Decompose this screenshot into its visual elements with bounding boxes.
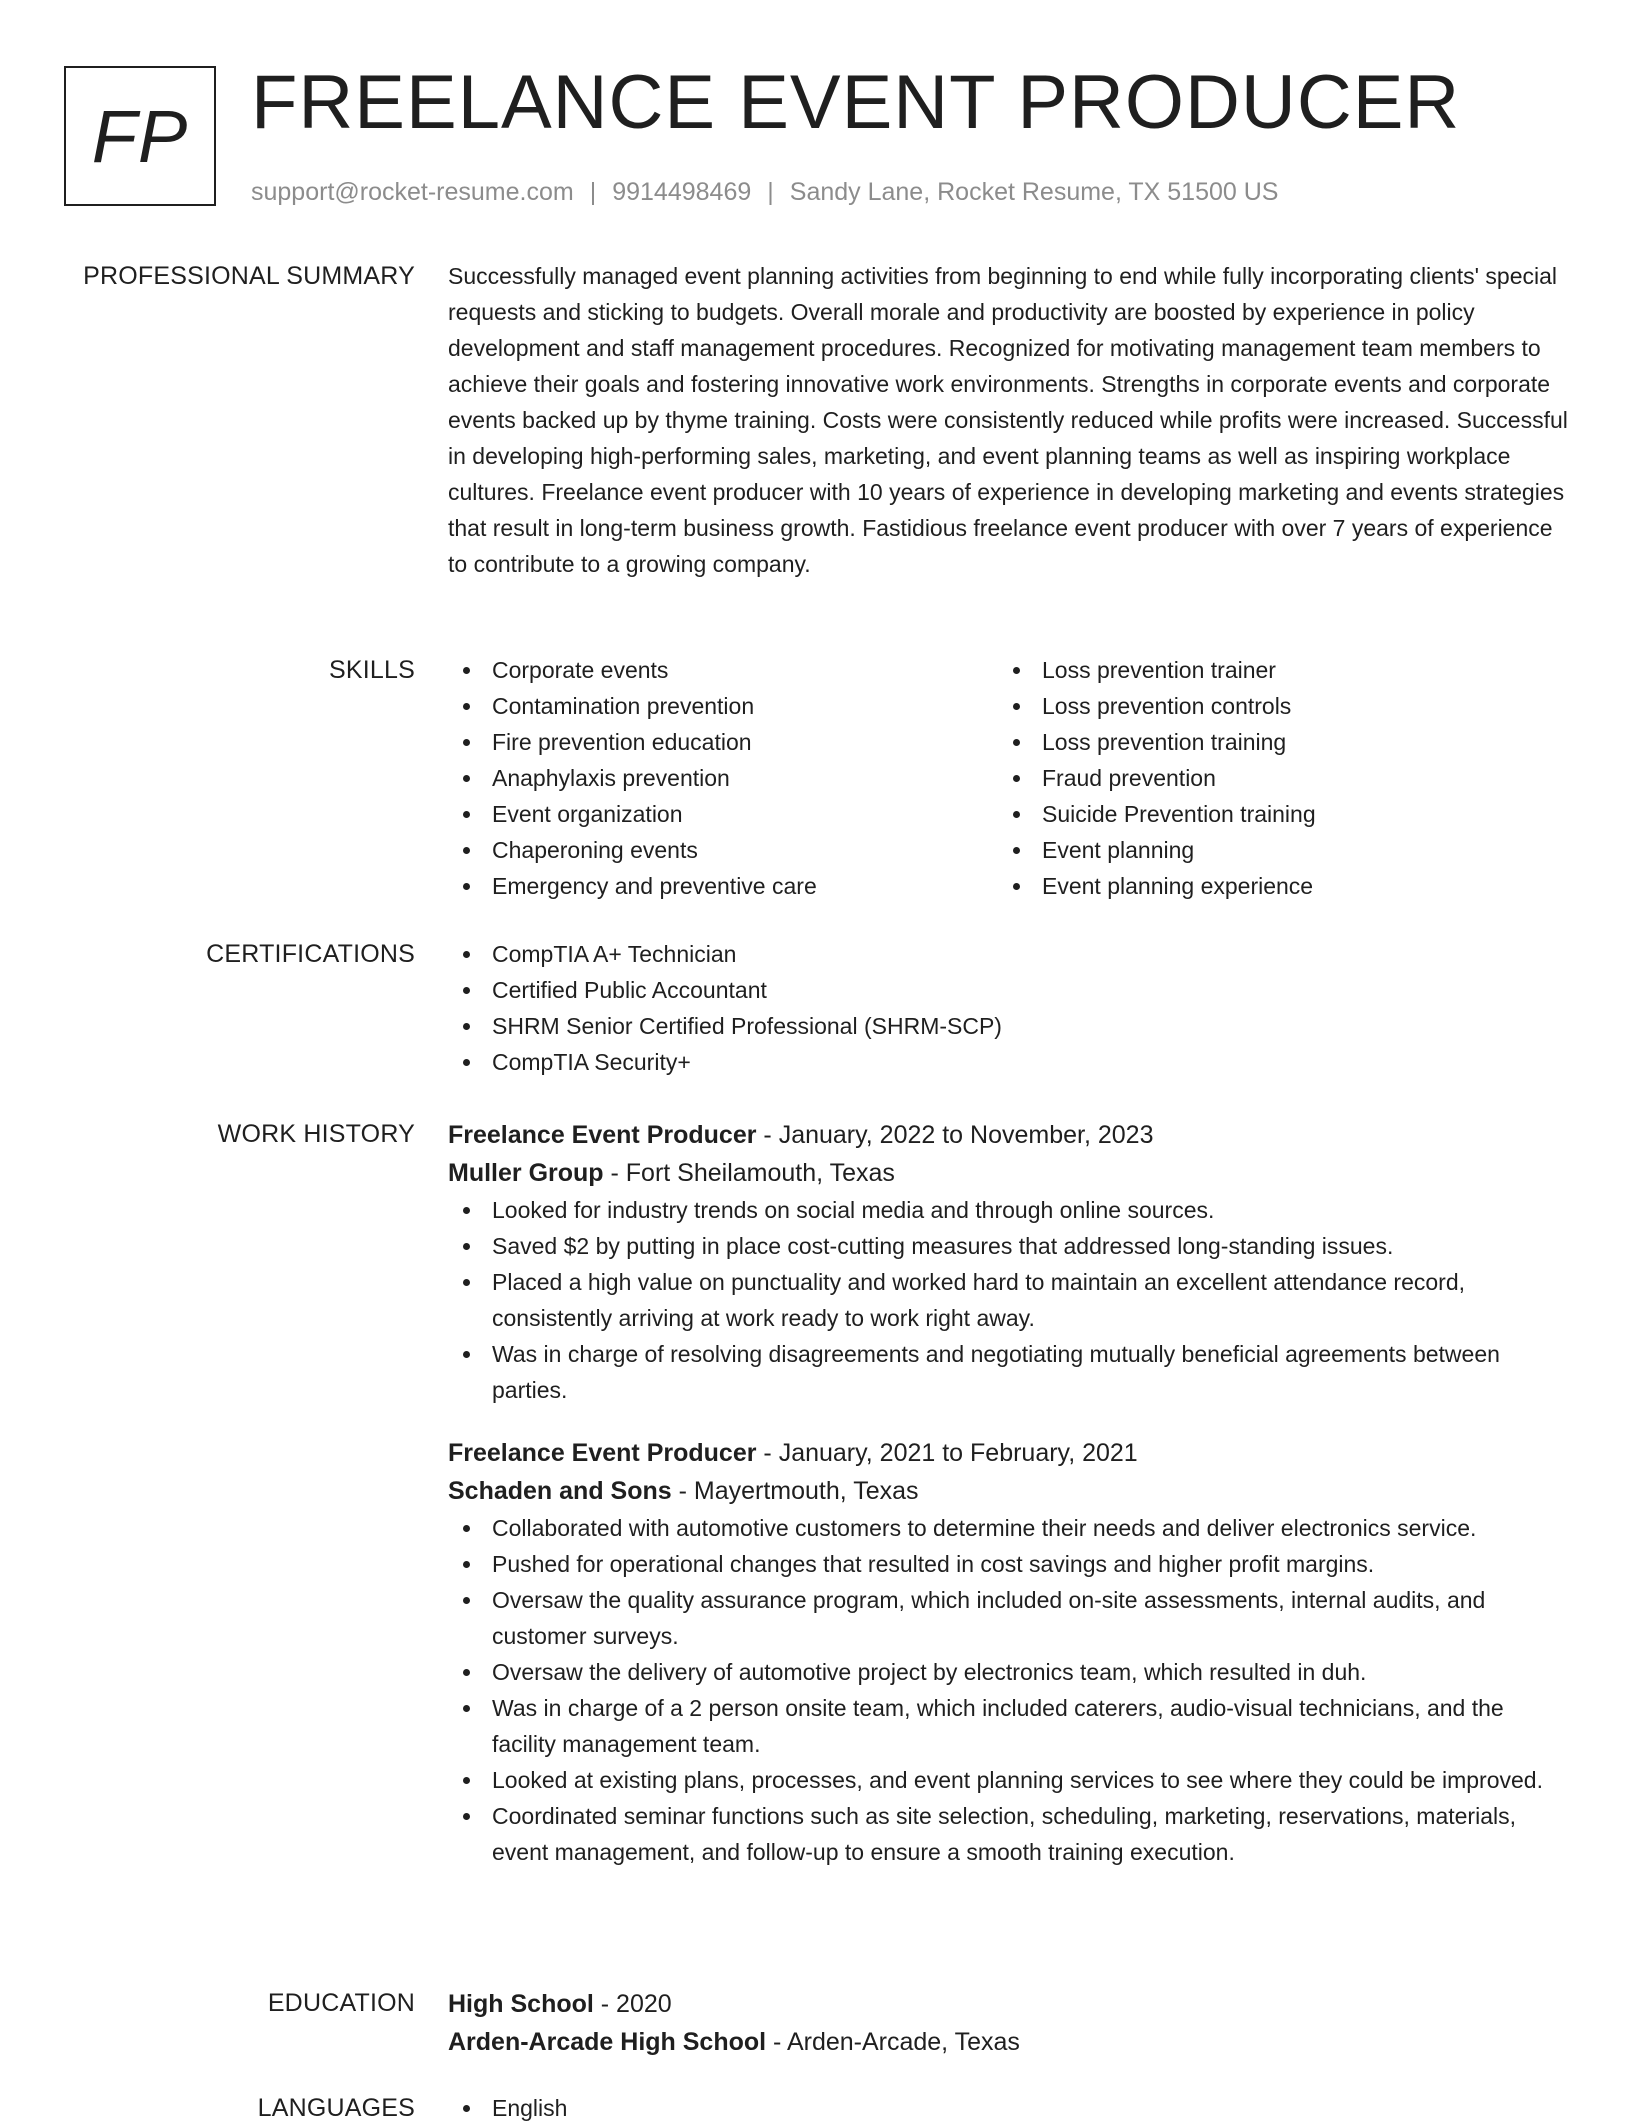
contact-separator: | [767, 178, 774, 206]
certifications-list [448, 936, 1568, 1080]
contact-address: Sandy Lane, Rocket Resume, TX 51500 US [789, 178, 1279, 206]
job-bullet: Was in charge of resolving disagreements and negotiating mutually beneficial agreements between parties. [448, 1336, 1568, 1408]
section-label-certifications: CERTIFICATIONS [206, 940, 415, 968]
skill-item: Fire prevention education [448, 724, 998, 760]
job-dates: January, 2021 to February, 2021 [778, 1439, 1138, 1467]
job-bullets [448, 1192, 1568, 1408]
work-body [448, 1116, 1568, 1870]
dash: - [603, 1159, 626, 1187]
job-bullet: Saved $2 by putting in place cost-cutting measures that addressed long-standing issues. [448, 1228, 1568, 1264]
job-bullet: Looked at existing plans, processes, and event planning services to see where they could be improved. [448, 1762, 1568, 1798]
summary-text: Successfully managed event planning activities from beginning to end while fully incorporating clients' special requests and sticking to budgets. Overall morale and productivity are boosted by experience in policy development and staff management procedures. Recognized for motivating management team members to achieve their goals and fostering innovative work environments. Strengths in corporate events and corporate events backed up by thyme training. Costs were consistently reduced while profits were increased. Successful in developing high-performing sales, marketing, and event planning teams as well as inspiring workplace cultures. Freelance event producer with 10 years of experience in developing marketing and events strategies that result in long-term business growth. Fastidious freelance event producer with over 7 years of experience to contribute to a growing company. [448, 263, 1568, 577]
job-bullets [448, 1510, 1568, 1870]
skill-item: Fraud prevention [998, 760, 1548, 796]
languages-list [448, 2090, 1568, 2126]
skill-item: Suicide Prevention training [998, 796, 1548, 832]
skill-item: Anaphylaxis prevention [448, 760, 998, 796]
job-location: Fort Sheilamouth, Texas [625, 1159, 895, 1187]
summary-body [448, 258, 1568, 582]
dash: - [671, 1477, 694, 1505]
dash: - [756, 1439, 779, 1467]
education-location: Arden-Arcade, Texas [786, 2028, 1020, 2056]
skill-item: Event organization [448, 796, 998, 832]
section-label-education: EDUCATION [267, 1989, 415, 2017]
job-bullet: Looked for industry trends on social media and through online sources. [448, 1192, 1568, 1228]
skill-item: Contamination prevention [448, 688, 998, 724]
monogram-initials: FP [91, 94, 189, 178]
dash: - [593, 1990, 617, 2018]
job-location: Mayertmouth, Texas [693, 1477, 919, 1505]
certification-item: Certified Public Accountant [448, 972, 1568, 1008]
education-school: Arden-Arcade High School [448, 2028, 767, 2056]
skill-item: Corporate events [448, 652, 998, 688]
job-bullet: Was in charge of a 2 person onsite team, which included caterers, audio-visual technicians, and the facility management team. [448, 1690, 1568, 1762]
candidate-name: FREELANCE EVENT PRODUCER [251, 60, 1461, 145]
skill-item: Event planning experience [998, 868, 1548, 904]
dash: - [756, 1121, 779, 1149]
dash: - [766, 2028, 787, 2056]
job-bullet: Placed a high value on punctuality and worked hard to maintain an excellent attendance record, consistently arriving at work ready to work right away. [448, 1264, 1568, 1336]
job-company: Muller Group [448, 1159, 604, 1187]
skill-item: Event planning [998, 832, 1548, 868]
section-label-work: WORK HISTORY [217, 1120, 415, 1148]
skills-list-left [448, 652, 998, 904]
job-title-line [448, 1434, 1568, 1472]
certifications-body [448, 936, 1568, 1080]
contact-separator: | [589, 178, 597, 206]
job-bullet: Collaborated with automotive customers to determine their needs and deliver electronics service. [448, 1510, 1568, 1546]
skill-item: Loss prevention controls [998, 688, 1548, 724]
certification-item: CompTIA A+ Technician [448, 936, 1568, 972]
job-entry [448, 1434, 1568, 1870]
skills-list-right [998, 652, 1548, 904]
skill-item: Chaperoning events [448, 832, 998, 868]
job-bullet: Coordinated seminar functions such as site selection, scheduling, marketing, reservations, materials, event management, and follow-up to ensure a smooth training execution. [448, 1798, 1568, 1870]
contact-phone[interactable]: 9914498469 [612, 178, 752, 206]
certification-item: CompTIA Security+ [448, 1044, 1568, 1080]
skills-body [448, 652, 1568, 904]
skill-item: Loss prevention trainer [998, 652, 1548, 688]
education-body [448, 1985, 1568, 2061]
education-year: 2020 [616, 1990, 672, 2018]
job-dates: January, 2022 to November, 2023 [778, 1121, 1154, 1149]
languages-body [448, 2090, 1568, 2126]
skill-item: Loss prevention training [998, 724, 1548, 760]
education-degree-line [448, 1985, 1568, 2023]
language-item: English [448, 2090, 1568, 2126]
contact-email[interactable]: support@rocket-resume.com [251, 178, 574, 206]
job-company-line [448, 1472, 1568, 1510]
job-bullet: Pushed for operational changes that resulted in cost savings and higher profit margins. [448, 1546, 1568, 1582]
education-degree: High School [448, 1990, 594, 2018]
skill-item: Emergency and preventive care [448, 868, 998, 904]
job-company: Schaden and Sons [448, 1477, 672, 1505]
certification-item: SHRM Senior Certified Professional (SHRM-SCP) [448, 1008, 1568, 1044]
education-school-line [448, 2023, 1568, 2061]
job-title: Freelance Event Producer [448, 1121, 757, 1149]
job-company-line [448, 1154, 1568, 1192]
job-bullet: Oversaw the delivery of automotive project by electronics team, which resulted in duh. [448, 1654, 1568, 1690]
section-label-summary: PROFESSIONAL SUMMARY [83, 262, 415, 290]
section-label-languages: LANGUAGES [257, 2094, 415, 2122]
job-title-line [448, 1116, 1568, 1154]
job-bullet: Oversaw the quality assurance program, which included on-site assessments, internal audits, and customer surveys. [448, 1582, 1568, 1654]
monogram-box [64, 66, 216, 206]
contact-line [251, 175, 1278, 209]
job-entry [448, 1116, 1568, 1408]
section-label-skills: SKILLS [329, 656, 415, 684]
job-title: Freelance Event Producer [448, 1439, 757, 1467]
